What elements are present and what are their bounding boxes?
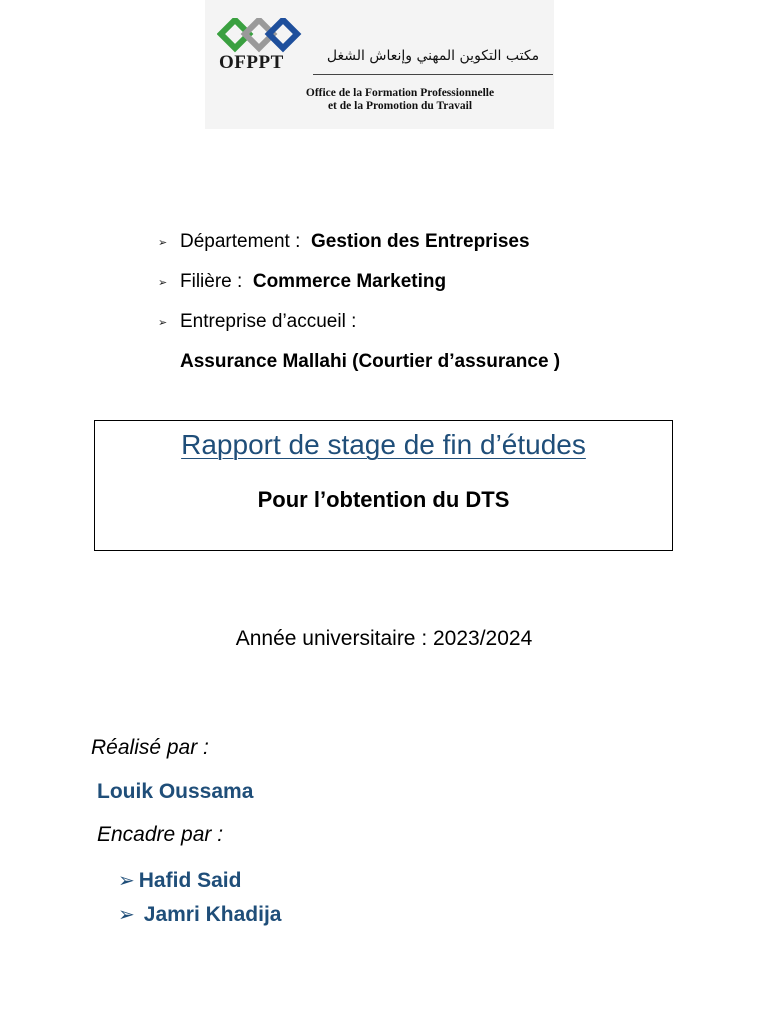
arrow-bullet-icon: ➢ xyxy=(118,904,135,926)
ofppt-logo xyxy=(205,0,554,129)
logo-arabic-name: مكتب التكوين المهني وإنعاش الشغل xyxy=(326,48,540,64)
report-subtitle: Pour l’obtention du DTS xyxy=(257,487,510,512)
logo-divider xyxy=(313,74,553,75)
filiere-value: Commerce Marketing xyxy=(252,271,447,292)
arrow-bullet-icon: ➢ xyxy=(158,236,168,249)
entreprise-value-row xyxy=(158,342,560,382)
realise-par-label: Réalisé par : xyxy=(91,736,209,759)
supervisor-item xyxy=(118,868,241,893)
ofppt-diamonds-icon xyxy=(217,18,305,56)
logo-office-name xyxy=(255,87,545,113)
entreprise-label: Entreprise d’accueil : xyxy=(180,311,357,332)
departement-label: Département : xyxy=(180,231,301,252)
arrow-bullet-icon: ➢ xyxy=(158,316,168,329)
encadre-par-label: Encadre par : xyxy=(97,823,224,846)
title-box xyxy=(94,420,673,551)
supervisor-name: Hafid Said xyxy=(138,868,242,892)
filiere-item xyxy=(158,262,560,302)
logo-office-line2: et de la Promotion du Travail xyxy=(327,100,473,112)
info-list xyxy=(158,222,560,382)
logo-acronym: OFPPT xyxy=(219,52,284,73)
academic-year: Année universitaire : 2023/2024 xyxy=(235,627,533,650)
entreprise-item xyxy=(158,302,560,342)
filiere-label: Filière : xyxy=(180,271,243,292)
logo-office-line1: Office de la Formation Professionnelle xyxy=(305,87,495,99)
arrow-bullet-icon: ➢ xyxy=(158,276,168,289)
supervisor-item xyxy=(118,902,282,927)
departement-value: Gestion des Entreprises xyxy=(310,231,530,252)
departement-item xyxy=(158,222,560,262)
arrow-bullet-icon: ➢ xyxy=(118,870,135,892)
report-title: Rapport de stage de fin d’études xyxy=(181,429,586,460)
author-name: Louik Oussama xyxy=(97,780,254,803)
supervisor-name: Jamri Khadija xyxy=(143,902,282,926)
entreprise-value: Assurance Mallahi (Courtier d’assurance ) xyxy=(180,351,561,372)
